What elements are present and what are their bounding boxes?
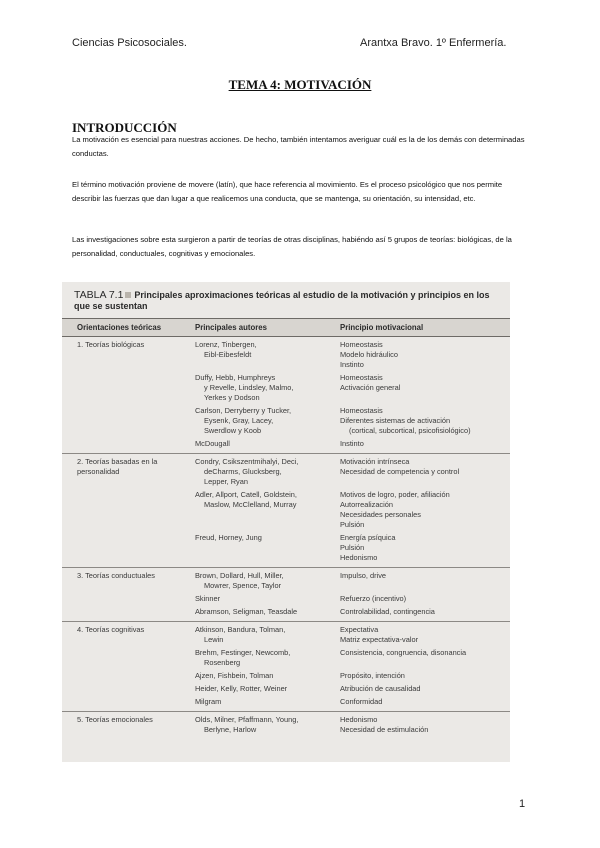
table-caption xyxy=(74,290,494,312)
row-authors xyxy=(195,594,335,604)
principle-line: Controlabilidad, contingencia xyxy=(340,607,435,616)
row-authors xyxy=(195,607,335,617)
theories-table xyxy=(62,282,510,762)
principle-line: Matriz expectativa-valor xyxy=(340,635,419,644)
author-line: Duffy, Hebb, Humphreys xyxy=(195,373,276,382)
principle-line: Consistencia, congruencia, disonancia xyxy=(340,648,467,657)
principle-line: Hedonismo xyxy=(340,553,378,562)
principle-line: Modelo hidráulico xyxy=(340,350,398,359)
author-line: Heider, Kelly, Rotter, Weiner xyxy=(195,684,288,693)
principle-line: Instinto xyxy=(340,439,364,448)
row-authors xyxy=(195,533,335,543)
principle-line: Autorrealización xyxy=(340,500,393,509)
author-line: McDougall xyxy=(195,439,230,448)
author-line: Ajzen, Fishbein, Tolman xyxy=(195,671,274,680)
principle-line: Atribución de causalidad xyxy=(340,684,421,693)
page-title: TEMA 4: MOTIVACIÓN xyxy=(228,77,372,92)
header-author: Arantxa Bravo. 1º Enfermería. xyxy=(360,37,507,49)
author-line: y Revelle, Lindsley, Malmo, xyxy=(204,383,294,392)
paragraph-2: El término motivación proviene de movere (latín), que hace referencia al movimiento. Es el proceso psicológico que nos permite describir las fuerzas que dan lugar a que realicemos una conducta, que se mantenga, su orientación, su intensidad, etc. xyxy=(72,180,503,203)
row-authors xyxy=(195,684,335,694)
row-principles xyxy=(340,648,508,658)
principle-line: Motivación intrínseca xyxy=(340,457,410,466)
row-authors xyxy=(195,340,335,360)
author-line: Berlyne, Harlow xyxy=(204,725,257,734)
author-line: Maslow, McClelland, Murray xyxy=(204,500,297,509)
row-authors xyxy=(195,457,335,487)
table-row xyxy=(62,568,510,622)
author-line: Rosenberg xyxy=(204,658,241,667)
author-line: Lewin xyxy=(204,635,224,644)
table-row xyxy=(62,712,510,739)
author-line: Carlson, Derryberry y Tucker, xyxy=(195,406,292,415)
principle-line: Hedonismo xyxy=(340,715,378,724)
principle-line: Necesidades personales xyxy=(340,510,421,519)
principle-line: Refuerzo (incentivo) xyxy=(340,594,407,603)
table-title: Principales aproximaciones teóricas al estudio de la motivación y principios en los que se sustentan xyxy=(74,290,490,311)
principle-line: Homeostasis xyxy=(340,340,383,349)
author-line: Swerdlow y Koob xyxy=(204,426,262,435)
author-line: Lorenz, Tinbergen, xyxy=(195,340,257,349)
row-principles xyxy=(340,373,508,393)
row-authors xyxy=(195,625,335,645)
row-principles xyxy=(340,625,508,645)
row-principles xyxy=(340,533,508,563)
paragraph-3: Las investigaciones sobre esta surgieron a partir de teorías de otras disciplinas, habiéndo así 5 grupos de teorías: biológicas, de la personalidad, conductuales, cognitivas y emocionales. xyxy=(72,235,512,258)
principle-line: Necesidad de competencia y control xyxy=(340,467,460,476)
author-line: Lepper, Ryan xyxy=(204,477,248,486)
row-principles xyxy=(340,671,508,681)
table-row xyxy=(62,337,510,454)
author-line: Atkinson, Bandura, Tolman, xyxy=(195,625,286,634)
principle-line: Propósito, intención xyxy=(340,671,405,680)
table-label: TABLA 7.1 xyxy=(74,289,124,301)
row-category: 5. Teorías emocionales xyxy=(77,715,153,724)
author-line: Condry, Csikszentmihalyi, Deci, xyxy=(195,457,299,466)
author-line: Abramson, Seligman, Teasdale xyxy=(195,607,298,616)
author-line: Eibl-Eibesfeldt xyxy=(204,350,252,359)
row-authors xyxy=(195,439,335,449)
square-bullet-icon xyxy=(125,292,131,298)
author-line: Skinner xyxy=(195,594,221,603)
principle-line: Necesidad de estimulación xyxy=(340,725,429,734)
table-row xyxy=(62,622,510,712)
row-principles xyxy=(340,697,508,707)
author-line: Freud, Horney, Jung xyxy=(195,533,262,542)
row-authors xyxy=(195,406,335,436)
row-principles xyxy=(340,684,508,694)
author-line: Adler, Allport, Catell, Goldstein, xyxy=(195,490,297,499)
table-row xyxy=(62,454,510,568)
row-authors xyxy=(195,571,335,591)
principle-line: Instinto xyxy=(340,360,364,369)
row-principles xyxy=(340,439,508,449)
principle-line: Homeostasis xyxy=(340,373,383,382)
author-line: Yerkes y Dodson xyxy=(204,393,260,402)
row-principles xyxy=(340,571,508,581)
author-line: Brown, Dollard, Hull, Miller, xyxy=(195,571,284,580)
row-principles xyxy=(340,340,508,370)
paragraph-1: La motivación es esencial para nuestras acciones. De hecho, también intentamos averiguar cuál es la de los demás con determinadas conductas. xyxy=(72,135,525,158)
row-category: 2. Teorías basadas en la personalidad xyxy=(77,457,158,476)
author-line: Eysenk, Gray, Lacey, xyxy=(204,416,274,425)
row-authors xyxy=(195,490,335,510)
row-authors xyxy=(195,715,335,735)
row-principles xyxy=(340,607,508,617)
row-authors xyxy=(195,648,335,668)
principle-line: Motivos de logro, poder, afiliación xyxy=(340,490,450,499)
row-principles xyxy=(340,715,508,735)
author-line: Olds, Milner, Pfaffmann, Young, xyxy=(195,715,299,724)
principle-line: Pulsión xyxy=(340,543,365,552)
row-principles xyxy=(340,457,508,477)
row-principles xyxy=(340,594,508,604)
header-course: Ciencias Psicosociales. xyxy=(72,37,187,49)
author-line: Milgram xyxy=(195,697,222,706)
row-category: 3. Teorías conductuales xyxy=(77,571,155,580)
column-header-authors: Principales autores xyxy=(195,323,267,332)
principle-line: Diferentes sistemas de activación xyxy=(340,416,451,425)
author-line: Brehm, Festinger, Newcomb, xyxy=(195,648,291,657)
author-line: deCharms, Glucksberg, xyxy=(204,467,282,476)
row-principles xyxy=(340,406,508,436)
row-category: 1. Teorías biológicas xyxy=(77,340,145,349)
principle-line: Conformidad xyxy=(340,697,383,706)
row-authors xyxy=(195,373,335,403)
row-authors xyxy=(195,697,335,707)
principle-line: Expectativa xyxy=(340,625,379,634)
row-category: 4. Teorías cognitivas xyxy=(77,625,145,634)
column-header-orientations: Orientaciones teóricas xyxy=(77,323,162,332)
table-header-row xyxy=(62,318,510,337)
row-principles xyxy=(340,490,508,530)
author-line: Mowrer, Spence, Taylor xyxy=(204,581,282,590)
column-header-principle: Principio motivacional xyxy=(340,323,424,332)
page-number: 1 xyxy=(519,798,526,810)
principle-line: Pulsión xyxy=(340,520,365,529)
principle-line: Homeostasis xyxy=(340,406,383,415)
principle-line: (cortical, subcortical, psicofisiológico) xyxy=(349,426,471,435)
principle-line: Energía psíquica xyxy=(340,533,396,542)
row-authors xyxy=(195,671,335,681)
principle-line: Activación general xyxy=(340,383,401,392)
section-heading: INTRODUCCIÓN xyxy=(72,120,177,135)
principle-line: Impulso, drive xyxy=(340,571,387,580)
